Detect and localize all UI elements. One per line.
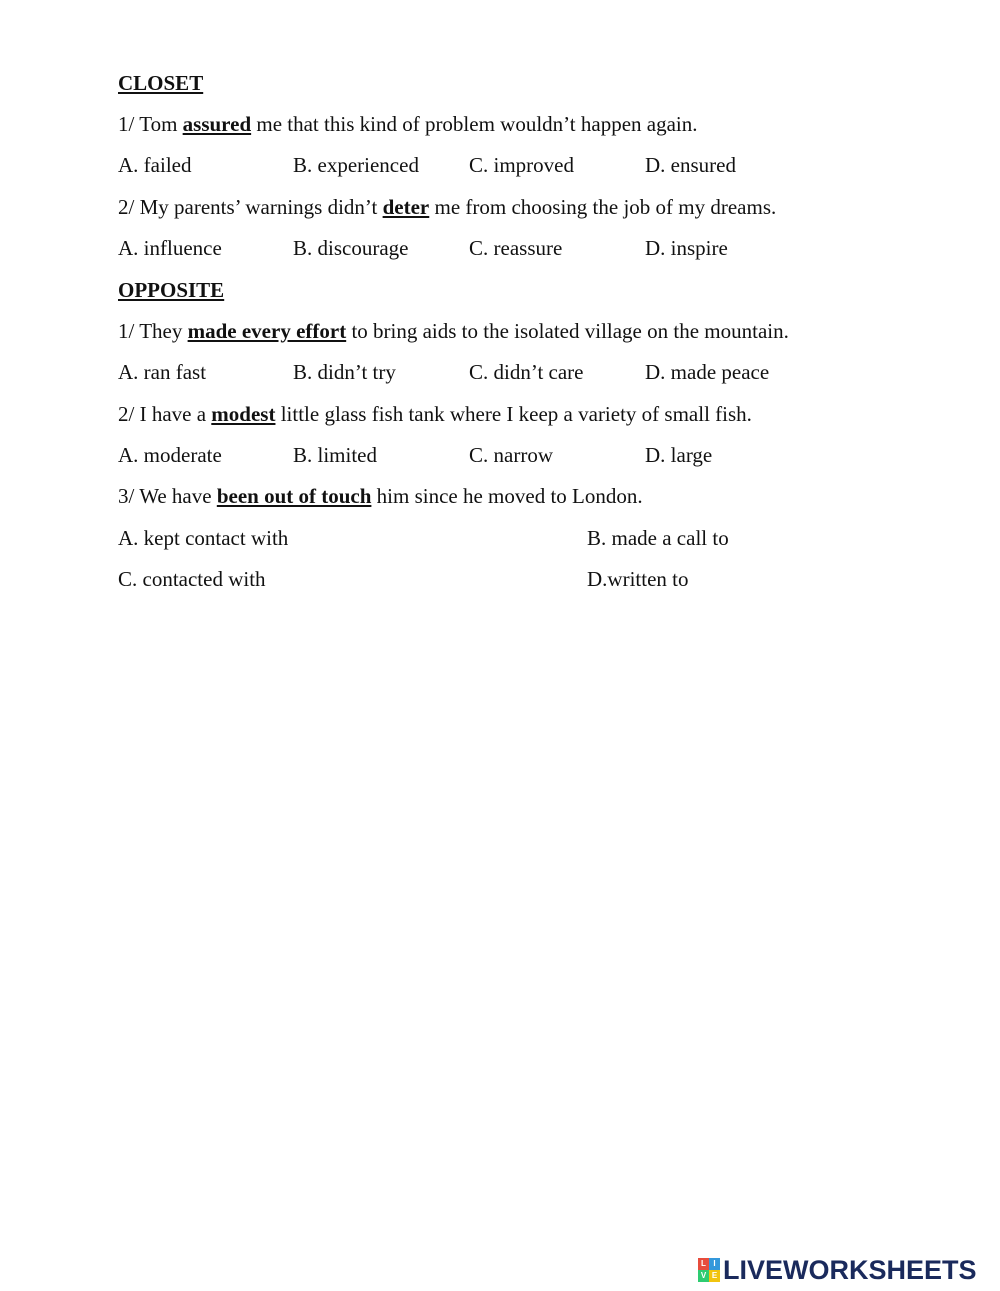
logo-letter: E xyxy=(709,1270,720,1282)
question-text: to bring aids to the isolated village on the mountain. xyxy=(346,319,789,343)
option-b: B. made a call to xyxy=(587,526,729,550)
logo-letter: V xyxy=(698,1270,709,1282)
option-b: B. didn’t try xyxy=(293,360,396,384)
question-closet-2 xyxy=(118,194,776,220)
question-text: him since he moved to London. xyxy=(371,484,643,508)
option-c: C. improved xyxy=(469,153,574,177)
option-d: D.written to xyxy=(587,567,689,591)
key-word: modest xyxy=(211,402,276,426)
section-heading-closet: CLOSET xyxy=(118,71,204,95)
question-text: 2/ My parents’ warnings didn’t xyxy=(118,195,383,219)
question-text: 3/ We have xyxy=(118,484,217,508)
option-d: D. ensured xyxy=(645,153,736,177)
question-text: 1/ They xyxy=(118,319,188,343)
option-a: A. kept contact with xyxy=(118,526,289,550)
liveworksheets-logo xyxy=(698,1255,977,1285)
liveworksheets-logo-icon xyxy=(698,1258,720,1282)
question-opposite-2 xyxy=(118,401,752,427)
question-text: 2/ I have a xyxy=(118,402,212,426)
option-d: D. made peace xyxy=(645,360,770,384)
option-a: A. moderate xyxy=(118,443,222,467)
option-b: B. limited xyxy=(293,443,377,467)
question-text: 1/ Tom xyxy=(118,112,183,136)
question-opposite-3 xyxy=(118,483,643,509)
option-a: A. influence xyxy=(118,236,222,260)
question-opposite-1 xyxy=(118,318,789,344)
logo-text: LIVEWORKSHEETS xyxy=(723,1254,977,1285)
key-word: assured xyxy=(182,112,252,136)
logo-letter: L xyxy=(698,1258,709,1270)
question-text: me that this kind of problem wouldn’t happen again. xyxy=(251,112,698,136)
option-c: C. didn’t care xyxy=(469,360,584,384)
key-word: made every effort xyxy=(187,319,347,343)
option-d: D. large xyxy=(645,443,713,467)
option-b: B. experienced xyxy=(293,153,419,177)
question-text: me from choosing the job of my dreams. xyxy=(429,195,777,219)
question-closet-1 xyxy=(118,111,698,137)
logo-letter: I xyxy=(709,1258,720,1270)
option-a: A. ran fast xyxy=(118,360,207,384)
option-b: B. discourage xyxy=(293,236,409,260)
key-word: been out of touch xyxy=(216,484,372,508)
option-c: C. reassure xyxy=(469,236,563,260)
section-heading-opposite: OPPOSITE xyxy=(118,278,225,302)
option-c: C. narrow xyxy=(469,443,553,467)
option-c: C. contacted with xyxy=(118,567,266,591)
question-text: little glass fish tank where I keep a variety of small fish. xyxy=(275,402,752,426)
option-d: D. inspire xyxy=(645,236,728,260)
key-word: deter xyxy=(382,195,430,219)
option-a: A. failed xyxy=(118,153,192,177)
